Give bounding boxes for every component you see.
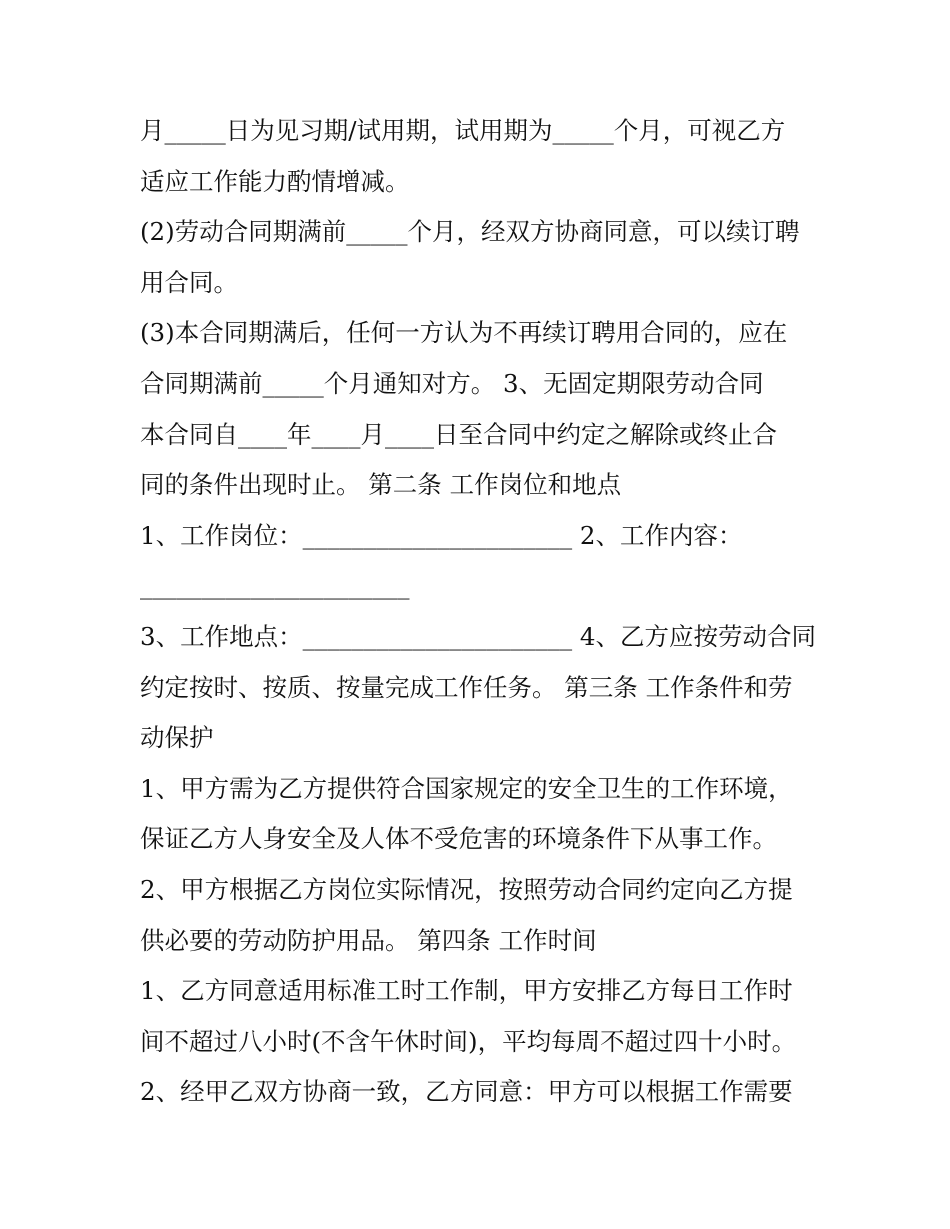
text-line: 约定按时、按质、按量完成工作任务。 第三条 工作条件和劳 xyxy=(140,672,793,702)
contract-text xyxy=(140,106,820,1118)
text-line: 合同期满前_____个月通知对方。 3、无固定期限劳动合同 xyxy=(140,368,764,398)
text-line: 月_____日为见习期/试用期，试用期为_____个月，可视乙方 xyxy=(140,116,786,145)
text-line: 本合同自____年____月____日至合同中约定之解除或终止合 xyxy=(140,419,777,449)
text-line: 间不超过八小时(不含午休时间)，平均每周不超过四十小时。 xyxy=(140,1026,797,1056)
text-line: 适应工作能力酌情增减。 xyxy=(140,166,410,196)
text-line: 1、乙方同意适用标准工时工作制，甲方安排乙方每日工作时 xyxy=(140,976,793,1006)
text-line: 保证乙方人身安全及人体不受危害的环境条件下从事工作。 xyxy=(140,824,777,854)
text-line: 供必要的劳动防护用品。 第四条 工作时间 xyxy=(140,925,597,955)
text-line: 3、工作地点：______________________ 4、乙方应按劳动合同 xyxy=(140,621,816,651)
text-line: ______________________ xyxy=(140,571,410,601)
text-line: 2、甲方根据乙方岗位实际情况，按照劳动合同约定向乙方提 xyxy=(140,874,793,904)
text-line: (3)本合同期满后，任何一方认为不再续订聘用合同的，应在 xyxy=(140,318,788,348)
text-line: (2)劳动合同期满前_____个月，经双方协商同意，可以续订聘 xyxy=(140,217,800,247)
text-line: 1、甲方需为乙方提供符合国家规定的安全卫生的工作环境， xyxy=(140,773,793,803)
text-line: 2、经甲乙双方协商一致，乙方同意：甲方可以根据工作需要 xyxy=(140,1077,793,1107)
text-line: 用合同。 xyxy=(140,267,238,297)
text-line: 1、工作岗位：______________________ 2、工作内容： xyxy=(140,520,743,550)
text-line: 同的条件出现时止。 第二条 工作岗位和地点 xyxy=(140,470,622,500)
text-line: 动保护 xyxy=(140,723,214,753)
